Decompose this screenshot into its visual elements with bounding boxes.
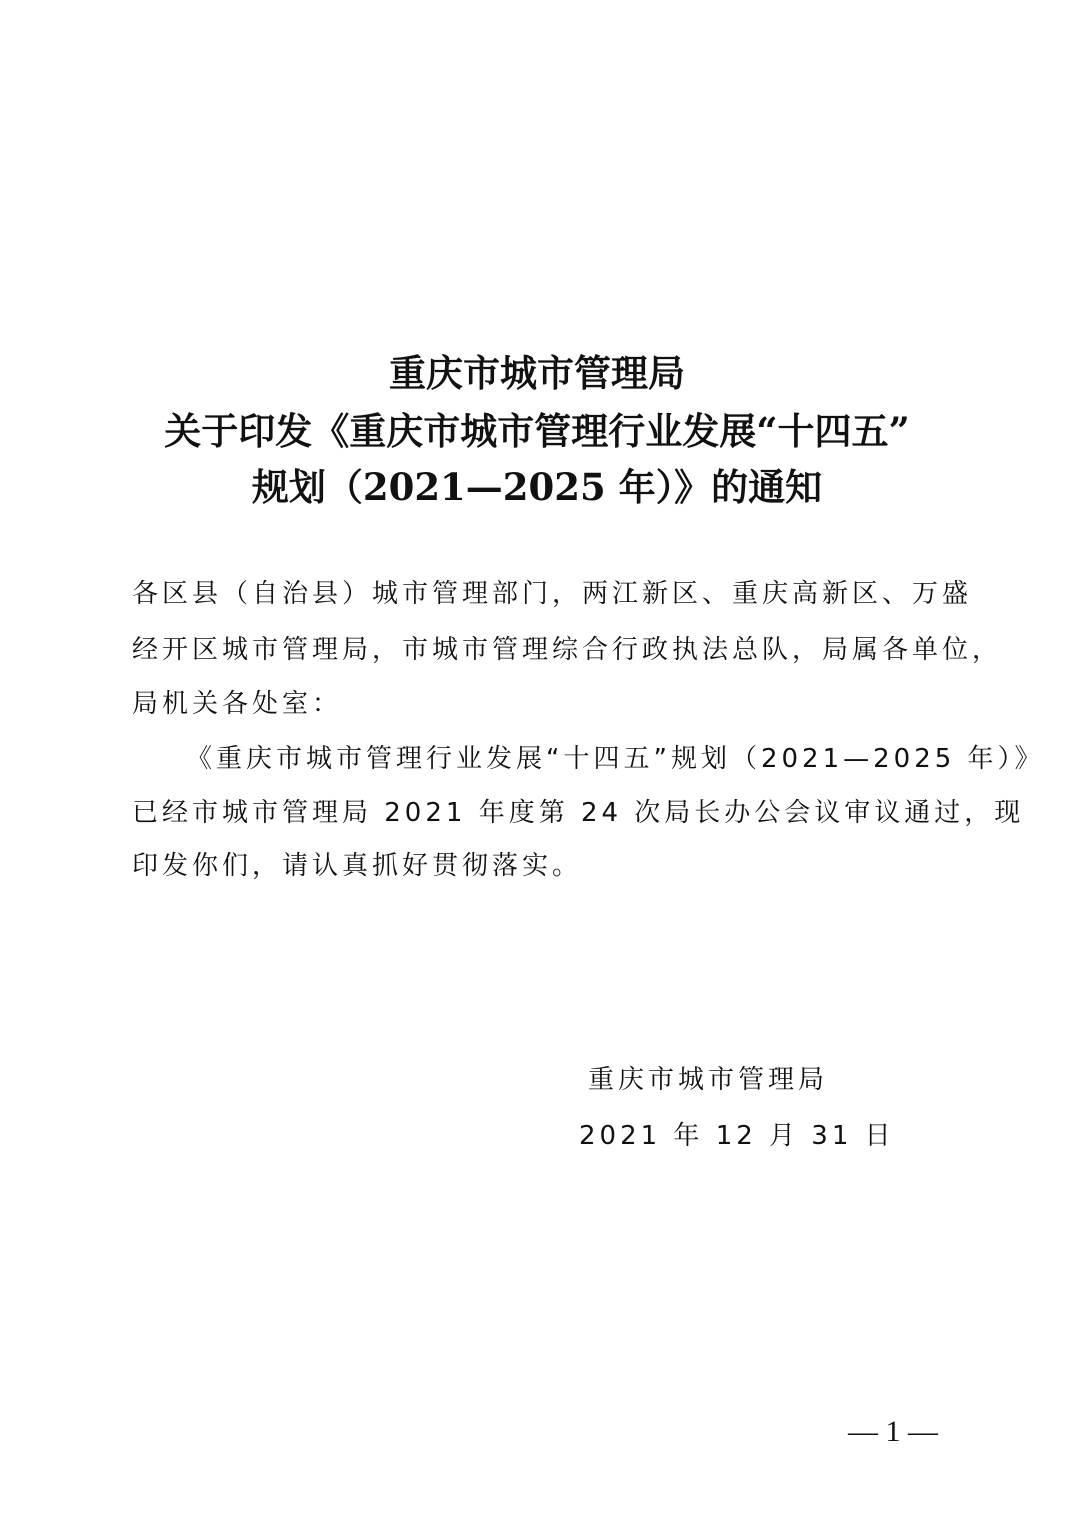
title-line-1: 重庆市城市管理局 — [389, 351, 685, 395]
addressee-line-1: 各区县（自治县）城市管理部门，两江新区、重庆高新区、万盛 — [132, 579, 973, 609]
title-line-2: 关于印发《重庆市城市管理行业发展“十四五” — [164, 409, 910, 453]
addressee-line-2: 经开区城市管理局，市城市管理综合行政执法总队，局属各单位， — [132, 635, 1003, 665]
page-number: — 1 — — [848, 1415, 938, 1448]
paragraph-line-2: 已经市城市管理局 2021 年度第 24 次局长办公会议审议通过，现 — [132, 798, 1025, 828]
paragraph-line-3: 印发你们，请认真抓好贯彻落实。 — [132, 851, 583, 881]
issuer-name: 重庆市城市管理局 — [588, 1065, 829, 1095]
title-line-3: 规划（2021—2025 年）》的通知 — [251, 465, 823, 509]
addressee-line-3: 局机关各处室： — [132, 689, 343, 719]
issue-date: 2021 年 12 月 31 日 — [579, 1121, 895, 1151]
paragraph-line-1: 《重庆市城市管理行业发展“十四五”规划（2021—2025 年）》 — [186, 744, 1045, 774]
